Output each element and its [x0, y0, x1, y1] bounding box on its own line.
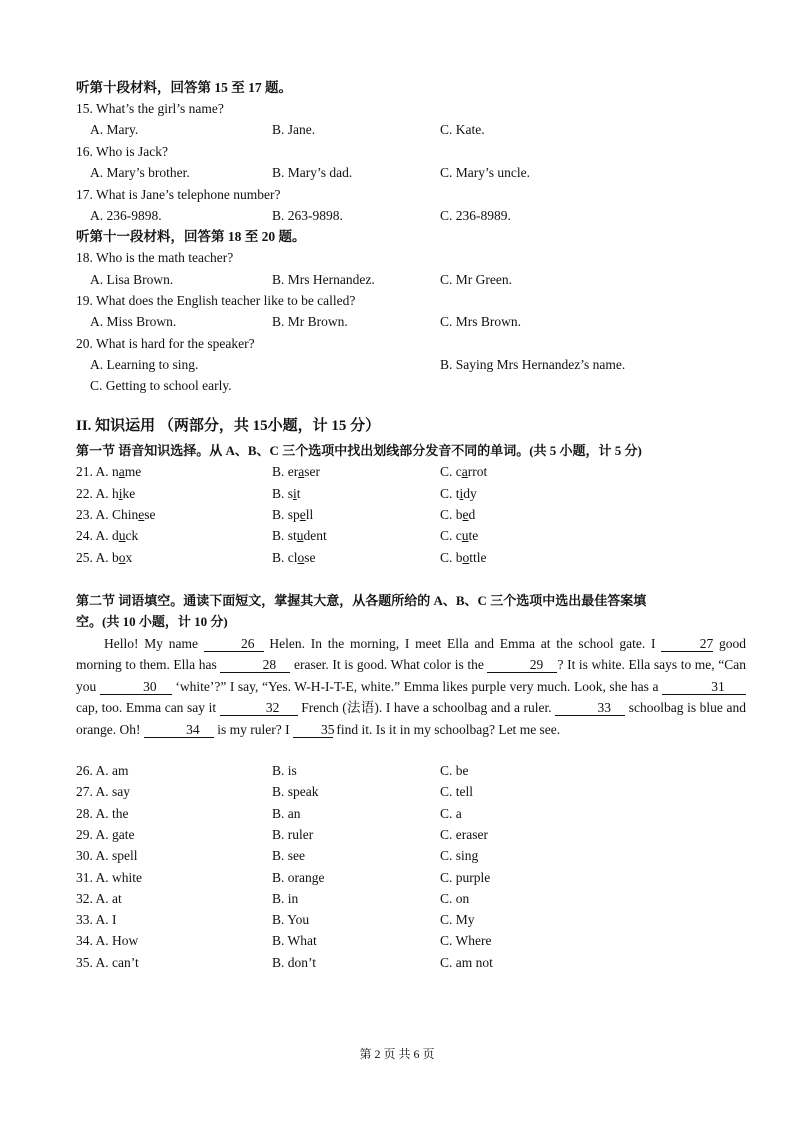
option-18a: A. Lisa Brown.: [90, 272, 174, 287]
option-text: C. b: [440, 550, 463, 565]
passage-text: French (法语). I have a schoolbag and a ruler.: [297, 700, 556, 716]
option-text: dy: [463, 486, 477, 501]
option-text: B. s: [272, 486, 294, 501]
option-20c: C. Getting to school early.: [90, 378, 232, 393]
option-text: rrot: [467, 464, 488, 479]
option-text: 21. A.: [76, 464, 113, 479]
question-20: 20. What is hard for the speaker?: [76, 336, 255, 351]
blank-33: 33: [555, 700, 625, 716]
cloze-option-c: C. Where: [440, 933, 492, 948]
option-text: ck: [125, 528, 139, 543]
passage-text: good morning to them. Ella has: [76, 636, 746, 673]
phonics-option-c: [440, 527, 478, 545]
option-text: o: [297, 550, 305, 565]
cloze-option-a: 35. A. can’t: [76, 955, 139, 970]
cloze-instructions-line2: 空。(共 10 小题，计 10 分): [76, 614, 228, 629]
option-text: u: [461, 528, 469, 543]
option-text: d: [112, 528, 119, 543]
blank-32: 32: [220, 700, 298, 716]
cloze-option-c: C. a: [440, 806, 462, 821]
option-text: ser: [304, 464, 320, 479]
cloze-option-b: B. What: [272, 933, 317, 948]
option-text: a: [298, 464, 305, 479]
cloze-option-a: 30. A. spell: [76, 848, 138, 863]
cloze-option-a: 28. A. the: [76, 806, 129, 821]
option-19b: B. Mr Brown.: [272, 314, 348, 329]
cloze-option-b: B. ruler: [272, 827, 314, 842]
question-17: 17. What is Jane’s telephone number?: [76, 187, 281, 202]
cloze-option-c: C. purple: [440, 870, 491, 885]
phonics-option-b: [272, 485, 301, 503]
option-text: n: [112, 464, 119, 479]
option-text: o: [118, 550, 126, 565]
option-text: a: [118, 464, 125, 479]
passage-text: ‘white’?” I say, “Yes. W-H-I-T-E, white.” Emma likes purple very much. Look, she has a: [171, 678, 663, 694]
passage-text: Helen. In the morning, I meet Ella and Emma at the school gate. I: [263, 636, 662, 651]
option-text: x: [125, 550, 133, 565]
blank-31: 31: [662, 679, 746, 695]
option-text: C. b: [440, 507, 463, 522]
phonics-option-a: [76, 549, 132, 567]
option-20a: A. Learning to sing.: [90, 357, 199, 372]
cloze-option-b: B. don’t: [272, 955, 317, 970]
phonics-option-c: [440, 463, 487, 481]
cloze-option-a: 34. A. How: [76, 933, 139, 948]
option-text: Chin: [112, 507, 139, 522]
passage-text: find it. Is it in my schoolbag? Let me see.: [332, 721, 561, 737]
cloze-option-a: 31. A. white: [76, 870, 142, 885]
option-text: dent: [303, 528, 327, 543]
cloze-option-b: B. is: [272, 763, 297, 778]
option-text: i: [293, 486, 297, 501]
option-17a: A. 236-9898.: [90, 208, 162, 223]
option-15c: C. Kate.: [440, 122, 485, 137]
passage-text: Hello! My name: [104, 636, 204, 651]
cloze-option-a: 33. A. I: [76, 912, 117, 927]
option-text: C. c: [440, 528, 462, 543]
phonics-option-a: [76, 463, 141, 481]
phonics-option-b: [272, 527, 327, 545]
option-text: se: [144, 507, 156, 522]
cloze-option-b: B. speak: [272, 784, 319, 799]
option-text: B. sp: [272, 507, 300, 522]
option-18c: C. Mr Green.: [440, 272, 512, 287]
option-text: e: [462, 507, 469, 522]
option-text: e: [138, 507, 145, 522]
phonics-instructions: 第一节 语音知识选择。从 A、B、C 三个选项中找出划线部分发音不同的单词。(共 5 小题，计 5 分): [76, 443, 642, 458]
blank-34: 34: [144, 722, 214, 738]
option-15b: B. Jane.: [272, 122, 316, 137]
question-18: 18. Who is the math teacher?: [76, 250, 234, 265]
option-text: C. t: [440, 486, 460, 501]
option-text: i: [118, 486, 123, 501]
option-text: e: [299, 507, 306, 522]
cloze-option-c: C. tell: [440, 784, 473, 799]
cloze-option-b: B. orange: [272, 870, 325, 885]
option-text: ll: [305, 507, 314, 522]
option-text: 24. A.: [76, 528, 113, 543]
option-text: b: [112, 550, 119, 565]
option-text: o: [462, 550, 470, 565]
blank-29: 29: [487, 657, 557, 673]
phonics-option-a: [76, 485, 135, 503]
option-16b: B. Mary’s dad.: [272, 165, 353, 180]
cloze-option-c: C. be: [440, 763, 469, 778]
phonics-option-b: [272, 463, 320, 481]
option-text: t: [296, 486, 301, 501]
cloze-option-b: B. in: [272, 891, 299, 906]
cloze-option-c: C. on: [440, 891, 470, 906]
section-eleven-header: 听第十一段材料，回答第 18 至 20 题。: [76, 229, 306, 244]
cloze-passage: [76, 633, 746, 740]
cloze-option-c: C. sing: [440, 848, 479, 863]
option-text: i: [459, 486, 464, 501]
option-text: u: [296, 528, 304, 543]
option-text: h: [112, 486, 119, 501]
question-19: 19. What does the English teacher like to be called?: [76, 293, 356, 308]
phonics-option-a: [76, 506, 156, 524]
option-text: 22. A.: [76, 486, 113, 501]
cloze-option-b: B. an: [272, 806, 301, 821]
cloze-option-a: 32. A. at: [76, 891, 122, 906]
option-text: te: [468, 528, 479, 543]
option-19c: C. Mrs Brown.: [440, 314, 522, 329]
option-text: B. cl: [272, 550, 298, 565]
section-ten-header: 听第十段材料，回答第 15 至 17 题。: [76, 80, 292, 95]
passage-text: eraser. It is good. What color is the: [290, 657, 488, 673]
option-15a: A. Mary.: [90, 122, 139, 137]
blank-30: 30: [100, 679, 172, 695]
cloze-instructions-line1: 第二节 词语填空。通读下面短文，掌握其大意，从各题所给的 A、B、C 三个选项中选出最佳答案填: [76, 593, 647, 608]
phonics-option-b: [272, 549, 316, 567]
part-two-title: II. 知识运用 （两部分，共 15小题，计 15 分）: [76, 418, 381, 434]
option-17b: B. 263-9898.: [272, 208, 343, 223]
option-text: se: [304, 550, 316, 565]
blank-27: 27: [661, 636, 713, 652]
passage-text: cap, too. Emma can say it: [76, 700, 220, 716]
option-text: C. c: [440, 464, 462, 479]
option-text: 25. A.: [76, 550, 113, 565]
phonics-option-c: [440, 506, 475, 524]
option-text: a: [461, 464, 468, 479]
option-16c: C. Mary’s uncle.: [440, 165, 530, 180]
option-text: 23. A.: [76, 507, 113, 522]
page-footer: 第 2 页 共 6 页: [359, 1047, 435, 1061]
blank-28: 28: [220, 657, 290, 673]
blank-35: 35: [293, 722, 333, 738]
cloze-option-b: B. see: [272, 848, 305, 863]
cloze-option-a: 29. A. gate: [76, 827, 135, 842]
cloze-option-b: B. You: [272, 912, 310, 927]
phonics-option-c: [440, 485, 477, 503]
option-16a: A. Mary’s brother.: [90, 165, 190, 180]
option-text: B. st: [272, 528, 297, 543]
option-text: ke: [122, 486, 136, 501]
passage-text: ? It is white. Ella says to me, “Can you: [76, 657, 746, 694]
passage-text: schoolbag is blue and orange. Oh!: [76, 700, 746, 737]
option-text: B. er: [272, 464, 299, 479]
cloze-option-a: 26. A. am: [76, 763, 129, 778]
option-18b: B. Mrs Hernandez.: [272, 272, 375, 287]
phonics-option-c: [440, 549, 487, 567]
phonics-option-b: [272, 506, 313, 524]
cloze-option-c: C. My: [440, 912, 475, 927]
cloze-option-c: C. am not: [440, 955, 493, 970]
blank-26: 26: [204, 636, 264, 652]
passage-text: is my ruler? I: [213, 721, 293, 737]
phonics-option-a: [76, 527, 138, 545]
cloze-option-a: 27. A. say: [76, 784, 130, 799]
option-17c: C. 236-8989.: [440, 208, 511, 223]
option-19a: A. Miss Brown.: [90, 314, 177, 329]
cloze-option-c: C. eraser: [440, 827, 488, 842]
option-text: d: [468, 507, 476, 522]
question-15: 15. What’s the girl’s name?: [76, 101, 224, 116]
option-text: u: [118, 528, 126, 543]
option-text: ttle: [469, 550, 487, 565]
option-text: me: [124, 464, 142, 479]
option-20b: B. Saying Mrs Hernandez’s name.: [440, 357, 626, 372]
question-16: 16. Who is Jack?: [76, 144, 168, 159]
